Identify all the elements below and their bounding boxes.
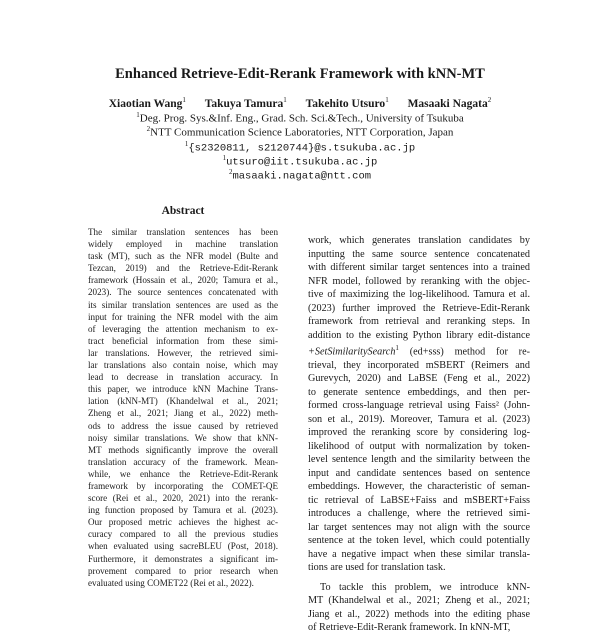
- intro-line: tive of maximizing the log-likelihood. Tamura et al.: [308, 289, 530, 300]
- intro-line: addition to the existing Python library edit-distance: [308, 329, 530, 341]
- abstract-line: Furthermore, it demonstrates a significant im-: [88, 553, 278, 564]
- intro-line: To tackle this problem, we introduce kNN-: [320, 581, 530, 593]
- abstract-line: input for training the NFR model with the aim: [88, 311, 278, 322]
- abstract-line: while, we enhance the Retrieve-Edit-Rerank: [88, 468, 278, 479]
- intro-line: tions are used for translation task.: [308, 562, 446, 574]
- intro-line: Gurevych, 2020) and LaBSE (Feng et al., 2022): [308, 373, 530, 385]
- author: Takehito Utsuro$^1$: [305, 96, 389, 110]
- intro-line: of Retrieve-Edit-Rerank framework. In kNN-MT,: [308, 622, 511, 634]
- abstract-line: Zheng et al., 2021; Jiang et al., 2022) meth-: [88, 408, 278, 419]
- intro-line: have a negative impact when these similar transla-: [308, 548, 530, 560]
- abstract-line: The similar translation sentences has been: [88, 227, 278, 237]
- abstract-line: of leveraging the attention mechanism to ex-: [88, 323, 278, 334]
- author: Xiaotian Wang$^1$: [108, 96, 186, 110]
- intro-line: tic retrieval of LaBSE+Faiss and mSBERT+Faiss: [308, 494, 530, 506]
- intro-line: lar target sentences may not align with the source: [308, 521, 530, 533]
- affiliation: $^2$NTT Communication Science Laboratories, NTT Corporation, Japan: [146, 125, 454, 139]
- intro-line: to generate sentence embeddings, and then per-: [308, 386, 530, 398]
- abstract-body: [88, 226, 278, 589]
- abstract-line: when evaluated using sacreBLEU (Post, 2018).: [88, 541, 278, 552]
- abstract-line: this paper, we introduce kNN Machine Trans-: [88, 384, 278, 395]
- intro-line: embeddings. However, the characteristic of seman-: [308, 481, 530, 493]
- abstract-line: framework by incorporating the COMET-QE: [88, 480, 278, 491]
- math-expression: +SetSimilaritySearch: [308, 346, 396, 358]
- intro-line: formed cross-language retrieval using Faiss² (John-: [308, 400, 530, 412]
- abstract-heading: Abstract: [161, 205, 205, 217]
- intro-body: [308, 234, 530, 635]
- abstract-line: Tezcan, 2019) and the Retrieve-Edit-Rerank: [88, 263, 278, 274]
- intro-line: likelihood of output with normalization by token-: [308, 440, 530, 452]
- intro-line: inputting the same source sentence concatenated: [308, 248, 530, 260]
- abstract-line: lead to decrease in translation accuracy. In: [88, 372, 278, 383]
- abstract-line: curacy compared to all the previous studies: [88, 529, 278, 540]
- intro-line: introduces a challenge, where the retrieved simi-: [308, 508, 530, 520]
- intro-line: Jiang et al., 2022) methods into the editing phase: [308, 608, 530, 620]
- abstract-line: task (MT), such as the NFR model (Bulte and: [88, 251, 278, 262]
- abstract-line: score (Rei et al., 2020, 2021) into the rerank-: [88, 493, 278, 504]
- abstract-line: translation accuracy of the framework. Mean-: [88, 456, 278, 467]
- abstract-line: Our proposed metric achieves the highest ac-: [88, 517, 278, 528]
- intro-line: framework from retrieval and reranking steps. In: [308, 316, 530, 327]
- email: $^1${s2320811, s2120744}@s.tsukuba.ac.jp: [184, 140, 416, 155]
- email: $^2$masaaki.nagata@ntt.com: [228, 168, 372, 183]
- abstract-line: its similar translation sentences are used as the: [88, 299, 278, 310]
- intro-line: (2023) further improved the Retrieve-Edit-Rerank: [308, 302, 530, 314]
- intro-line: +SetSimilaritySearch$^1$ (ed+sss) method for re-: [308, 344, 530, 358]
- intro-line: son et al., 2019). Moreover, Tamura et al. (2023): [308, 413, 530, 425]
- abstract-line: MT methods significantly improve the overall: [88, 444, 278, 455]
- abstract-line: tract beneficial information from these simi-: [88, 335, 278, 346]
- affiliation: $^1$Deg. Prog. Sys.&Inf. Eng., Grad. Sch. Sci.&Tech., University of Tsukuba: [136, 111, 464, 125]
- abstract-line: ing function proposed by Tamura et al. (2023).: [88, 505, 278, 516]
- author-list: [0, 96, 600, 110]
- paper-title: Enhanced Retrieve-Edit-Rerank Framework with kNN-MT: [115, 66, 485, 82]
- abstract-line: lar translations also contain noise, which may: [88, 360, 278, 371]
- intro-line: MT (Khandelwal et al., 2021; Zheng et al., 2021;: [308, 595, 530, 607]
- intro-line: sentence at the token level, which could potentially: [308, 535, 530, 547]
- author: Masaaki Nagata$^2$: [407, 96, 492, 110]
- abstract-line: noisy similar translations. We show that kNN-: [88, 432, 278, 443]
- author: Takuya Tamura$^1$: [204, 96, 287, 110]
- abstract-line: framework (Hossain et al., 2020; Tamura et al.,: [88, 275, 278, 286]
- intro-line: input and candidate sentences based on sentence: [308, 467, 530, 479]
- abstract-line: lar translations. However, the retrieved simi-: [88, 347, 278, 358]
- email: $^1$utsuro@iit.tsukuba.ac.jp: [222, 154, 378, 169]
- abstract-line: 2023). The source sentences concatenated with: [88, 287, 278, 298]
- intro-line: work, which generates translation candidates by: [308, 235, 530, 246]
- intro-line: improved the reranking score by considering log-: [308, 427, 530, 439]
- intro-line: trieval, they incorporated mSBERT (Reimers and: [308, 359, 530, 371]
- intro-line: NFR model, followed by reranking with the objec-: [308, 275, 530, 287]
- abstract-line: provement compared to prior research when: [88, 565, 278, 576]
- abstract-line: widely employed in machine translation: [88, 239, 278, 250]
- abstract-line: evaluated using COMET22 (Rei et al., 2022).: [88, 577, 254, 588]
- intro-line: with different similar target sentences into a trained: [308, 262, 530, 273]
- abstract-line: lation (kNN-MT) (Khandelwal et al., 2021;: [88, 396, 278, 407]
- abstract-line: ods to address the issue caused by retrieved: [88, 420, 278, 431]
- intro-line: level sentence length and the similarity between the: [308, 454, 530, 466]
